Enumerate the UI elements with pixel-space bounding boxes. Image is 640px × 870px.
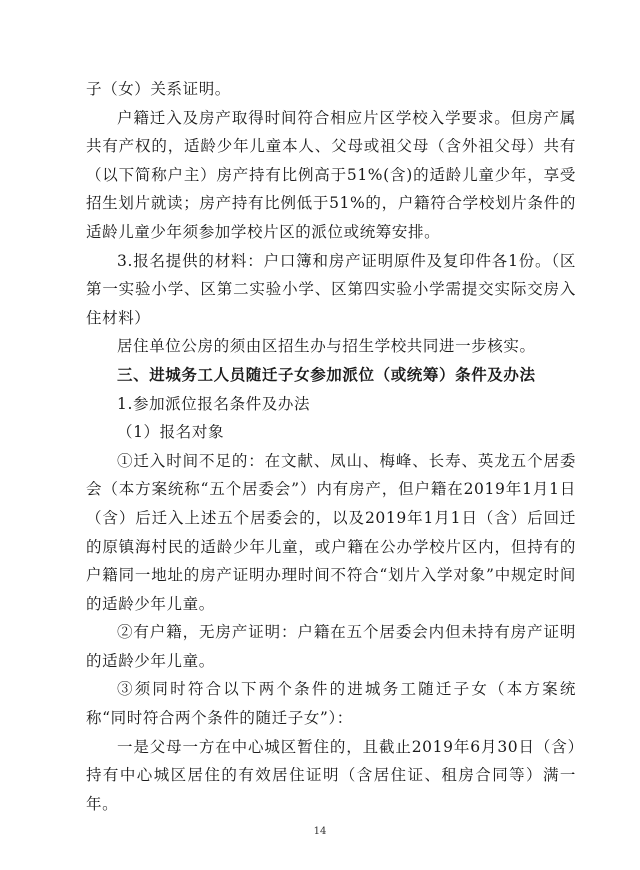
page-number: 14 (313, 826, 327, 837)
paragraph: 户籍迁入及房产取得时间符合相应片区学校入学要求。但房产属共有产权的，适龄少年儿童本人、父母或祖父母（含外祖父母）共有（以下简称户主）房产持有比例高于51%(含)的适龄儿童少年，享受招生划片就读；房产持有比例低于51%的，户籍符合学校划片条件的适龄儿童少年须参加学校片区的派位或统筹安排。 (86, 108, 576, 241)
paragraph: ①迁入时间不足的：在文献、凤山、梅峰、长寿、英龙五个居委会（本方案统称“五个居委会”）内有房产，但户籍在2019年1月1日（含）后迁入上述五个居委会的，以及2019年1月1日（含）后回迁的原镇海村民的适龄少年儿童，或户籍在公办学校片区内，但持有的户籍同一地址的房产证明办理时间不符合“划片入学对象”中规定时间的适龄少年儿童。 (86, 451, 576, 613)
paragraph: ②有户籍，无房产证明：户籍在五个居委会内但未持有房产证明的适龄少年儿童。 (86, 623, 576, 670)
body-text (86, 75, 576, 818)
paragraph: ③须同时符合以下两个条件的进城务工随迁子女（本方案统称“同时符合两个条件的随迁子女”）： (86, 680, 576, 728)
section-heading: 三、进城务工人员随迁子女参加派位（或统筹）条件及办法 (117, 365, 536, 384)
paragraph: 一是父母一方在中心城区暂住的，且截止2019年6月30日（含）持有中心城区居住的有效居住证明（含居住证、租房合同等）满一年。 (86, 737, 576, 813)
paragraph: （1）报名对象 (117, 423, 225, 442)
paragraph: 子（女）关系证明。 (86, 80, 231, 98)
paragraph: 3.报名提供的材料：户口簿和房产证明原件及复印件各1份。（区第一实验小学、区第二实验小学、区第四实验小学需提交实际交房入住材料） (86, 251, 576, 327)
paragraph: 居住单位公房的须由区招生办与招生学校共同进一步核实。 (117, 337, 536, 356)
paragraph: 1.参加派位报名条件及办法 (117, 394, 311, 413)
watermark-mark (470, 860, 620, 870)
